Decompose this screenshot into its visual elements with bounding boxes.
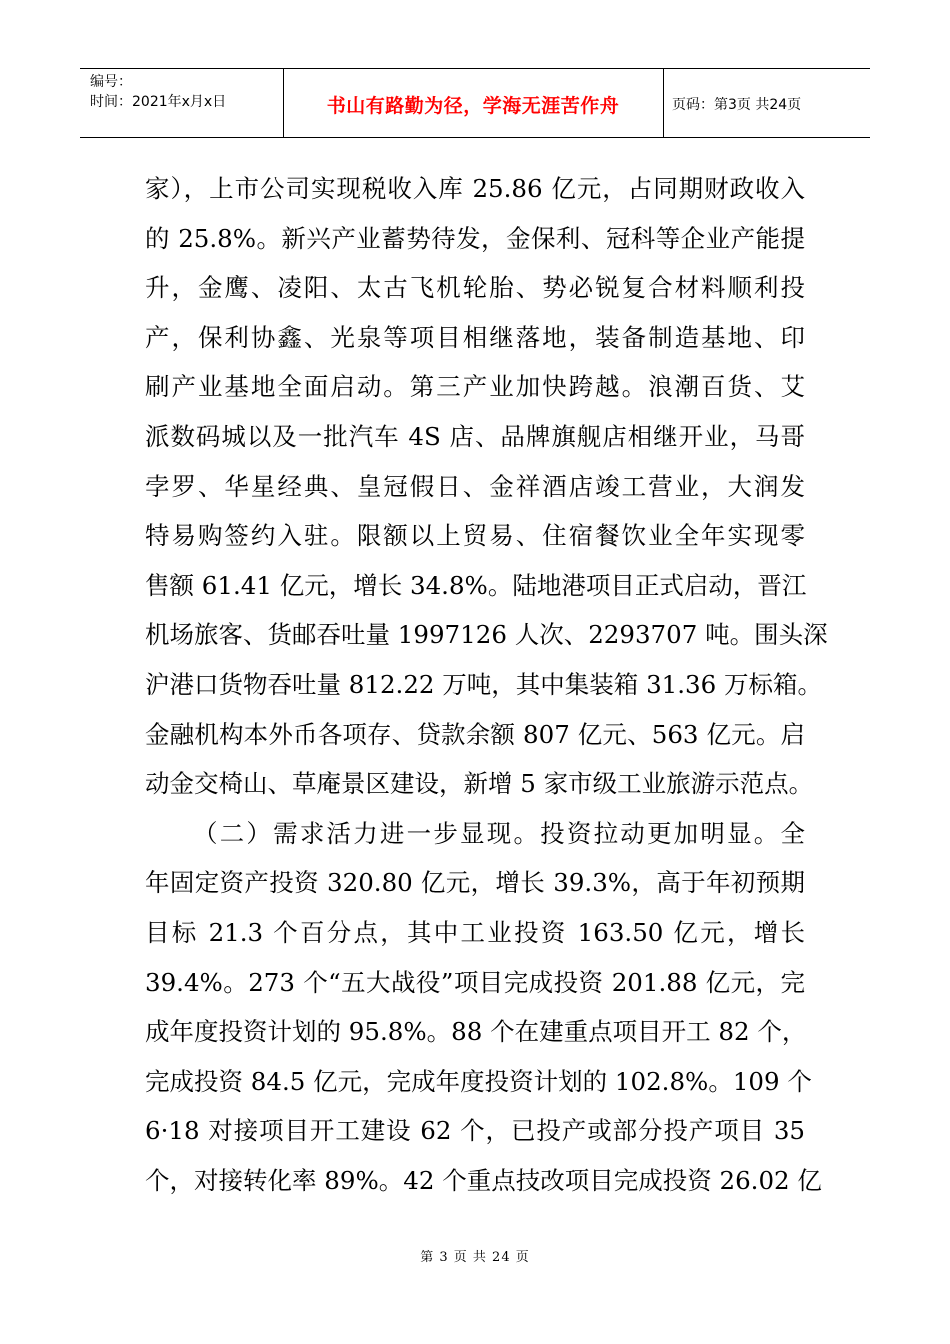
page-footer: 第 3 页 共 24 页 [420,1250,530,1265]
header-motto-cell [283,69,664,137]
header-page-number: 页码：第3页 共24页 [672,97,802,113]
text-line: 的 25.8%。新兴产业蓄势待发，金保利、冠科等企业产能提 [145,223,805,253]
text-line: 目标 21.3 个百分点，其中工业投资 163.50 亿元，增长 [145,917,805,947]
text-line: 个，对接转化率 89%。42 个重点技改项目完成投资 26.02 亿 [145,1165,822,1195]
text-line: 沪港口货物吞吐量 812.22 万吨，其中集装箱 31.36 万标箱。 [145,669,823,699]
text-line: 家），上市公司实现税收入库 25.86 亿元，占同期财政收入 [145,174,805,203]
text-line: 售额 61.41 亿元，增长 34.8%。陆地港项目正式启动，晋江 [145,570,807,600]
text-line: 完成投资 84.5 亿元，完成年度投资计划的 102.8%。109 个 [145,1066,812,1096]
text-line: 年固定资产投资 320.80 亿元，增长 39.3%，高于年初预期 [145,868,805,898]
text-line: 动金交椅山、草庵景区建设，新增 5 家市级工业旅游示范点。 [145,769,814,799]
text-line: 刷产业基地全面启动。第三产业加快跨越。浪潮百货、艾 [145,372,805,402]
text-line: 孛罗、华星经典、皇冠假日、金祥酒店竣工营业，大润发 [145,471,805,501]
page-header [80,68,870,138]
text-line: 升，金鹰、凌阳、太古飞机轮胎、势必锐复合材料顺利投 [145,273,805,303]
text-line: 39.4%。273 个“五大战役”项目完成投资 201.88 亿元，完 [145,967,805,997]
text-line: 成年度投资计划的 95.8%。88 个在建重点项目开工 82 个， [145,1017,807,1047]
text-line: 特易购签约入驻。限额以上贸易、住宿餐饮业全年实现零 [145,521,805,551]
header-motto: 书山有路勤为径，学海无涯苦作舟 [326,95,620,117]
doc-code-label: 编号： [90,74,132,90]
header-page-cell [664,69,870,137]
text-line: 金融机构本外币各项存、贷款余额 807 亿元、563 亿元。启 [145,719,805,749]
text-line: 6·18 对接项目开工建设 62 个，已投产或部分投产项目 35 [145,1116,805,1146]
header-info-cell [80,69,284,137]
document-body [145,164,828,1205]
paragraph-start-line: （二）需求活力进一步显现。投资拉动更加明显。全 [193,818,805,848]
text-line: 机场旅客、货邮吞吐量 1997126 人次、2293707 吨。围头深 [145,620,828,650]
text-line: 产，保利协鑫、光泉等项目相继落地，装备制造基地、印 [145,322,805,352]
text-line: 派数码城以及一批汽车 4S 店、品牌旗舰店相继开业，马哥 [145,421,805,451]
doc-time-label: 时间：2021年x月x日 [90,94,227,110]
